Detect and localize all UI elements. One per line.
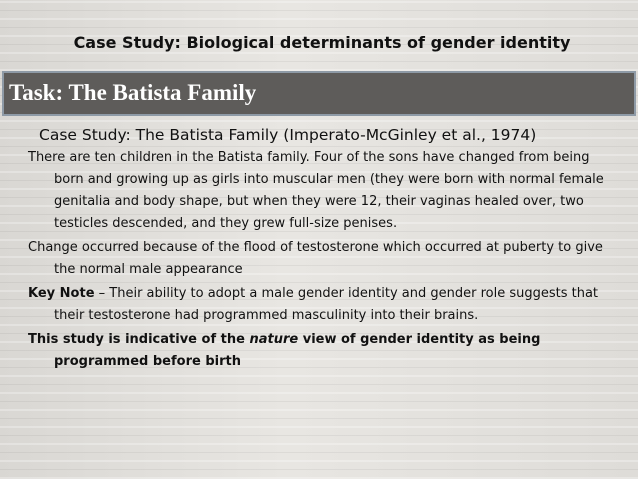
paragraph-family-description: There are ten children in the Batista family. Four of the sons have changed from being born and growing up as girls into muscular men (they were born with normal female genitalia and body shape, but when they were 12, their vaginas healed over, two testicles descended, and they grew full-size penises. [28, 150, 604, 231]
banner-title: Task: The Batista Family [9, 80, 257, 105]
paragraph-key-note [28, 283, 613, 327]
paragraph-testosterone-change: Change occurred because of the flood of testosterone which occurred at puberty to give the normal male appearance [28, 240, 603, 277]
slide-content [28, 125, 613, 375]
conclusion-emphasis: nature [249, 332, 299, 347]
key-note-text: – Their ability to adopt a male gender identity and gender role suggests that their testosterone had programmed masculinity into their brains. [54, 286, 599, 323]
slide-heading: Case Study: Biological determinants of gender identity [73, 33, 571, 52]
title-banner [2, 71, 636, 116]
case-study-subheading: Case Study: The Batista Family (Imperato-McGinley et al., 1974) [39, 126, 537, 144]
conclusion-text-after: view of gender identity as being programmed before birth [54, 332, 541, 369]
paragraph-conclusion [28, 329, 613, 373]
key-note-label: Key Note [28, 286, 95, 301]
conclusion-text-before: This study is indicative of the [28, 332, 250, 347]
